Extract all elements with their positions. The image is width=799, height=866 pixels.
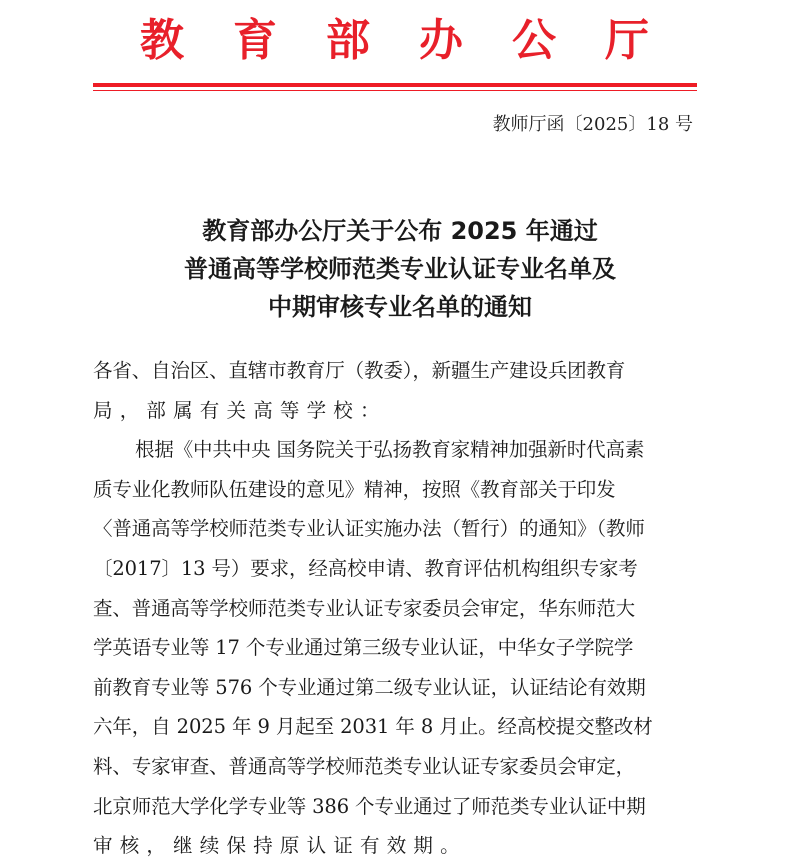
document-title [80, 212, 720, 326]
body-line: 前教育专业等 576 个专业通过第二级专业认证，认证结论有效期 [93, 675, 646, 699]
masthead-char: 育 [233, 15, 277, 66]
masthead-rule-thin [93, 90, 697, 91]
masthead-char: 办 [419, 15, 463, 66]
title-line: 普通高等学校师范类专业认证专业名单及 [184, 255, 616, 283]
body-line: 查、普通高等学校师范类专业认证专家委员会审定，华东师范大 [93, 596, 636, 620]
body-line: 学英语专业等 17 个专业通过第三级专业认证，中华女子学院学 [93, 636, 634, 660]
title-line: 教育部办公厅关于公布 2025 年通过 [202, 217, 598, 245]
masthead-rule-thick [93, 83, 697, 87]
masthead-char: 厅 [605, 15, 649, 66]
body-line: 〈普通高等学校师范类专业认证实施办法（暂行）的通知》（教师 [93, 517, 645, 541]
document-number: 教师厅函〔2025〕18 号 [492, 114, 693, 135]
body-line: 六年，自 2025 年 9 月起至 2031 年 8 月止。经高校提交整改材 [93, 715, 653, 739]
document-body [93, 351, 697, 866]
masthead-char: 公 [512, 15, 556, 66]
salutation-line: 局，部属有关高等学校： [93, 398, 387, 422]
masthead-char: 部 [326, 15, 370, 66]
body-line: 根据《中共中央 国务院关于弘扬教育家精神加强新时代高素 [135, 438, 645, 462]
body-line: 北京师范大学化学专业等 386 个专业通过了师范类专业认证中期 [93, 794, 646, 818]
body-line: 〔2017〕13 号）要求，经高校申请、教育评估机构组织专家考 [93, 556, 638, 580]
masthead-title [0, 14, 799, 68]
masthead-char: 教 [140, 15, 184, 66]
salutation-line: 各省、自治区、直辖市教育厅（教委），新疆生产建设兵团教育 [93, 359, 626, 382]
body-line: 审核，继续保持原认证有效期。 [93, 834, 467, 858]
title-line: 中期审核专业名单的通知 [268, 293, 532, 321]
body-line: 质专业化教师队伍建设的意见》精神，按照《教育部关于印发 [93, 477, 616, 501]
body-line: 料、专家审查、普通高等学校师范类专业认证专家委员会审定， [93, 754, 636, 778]
